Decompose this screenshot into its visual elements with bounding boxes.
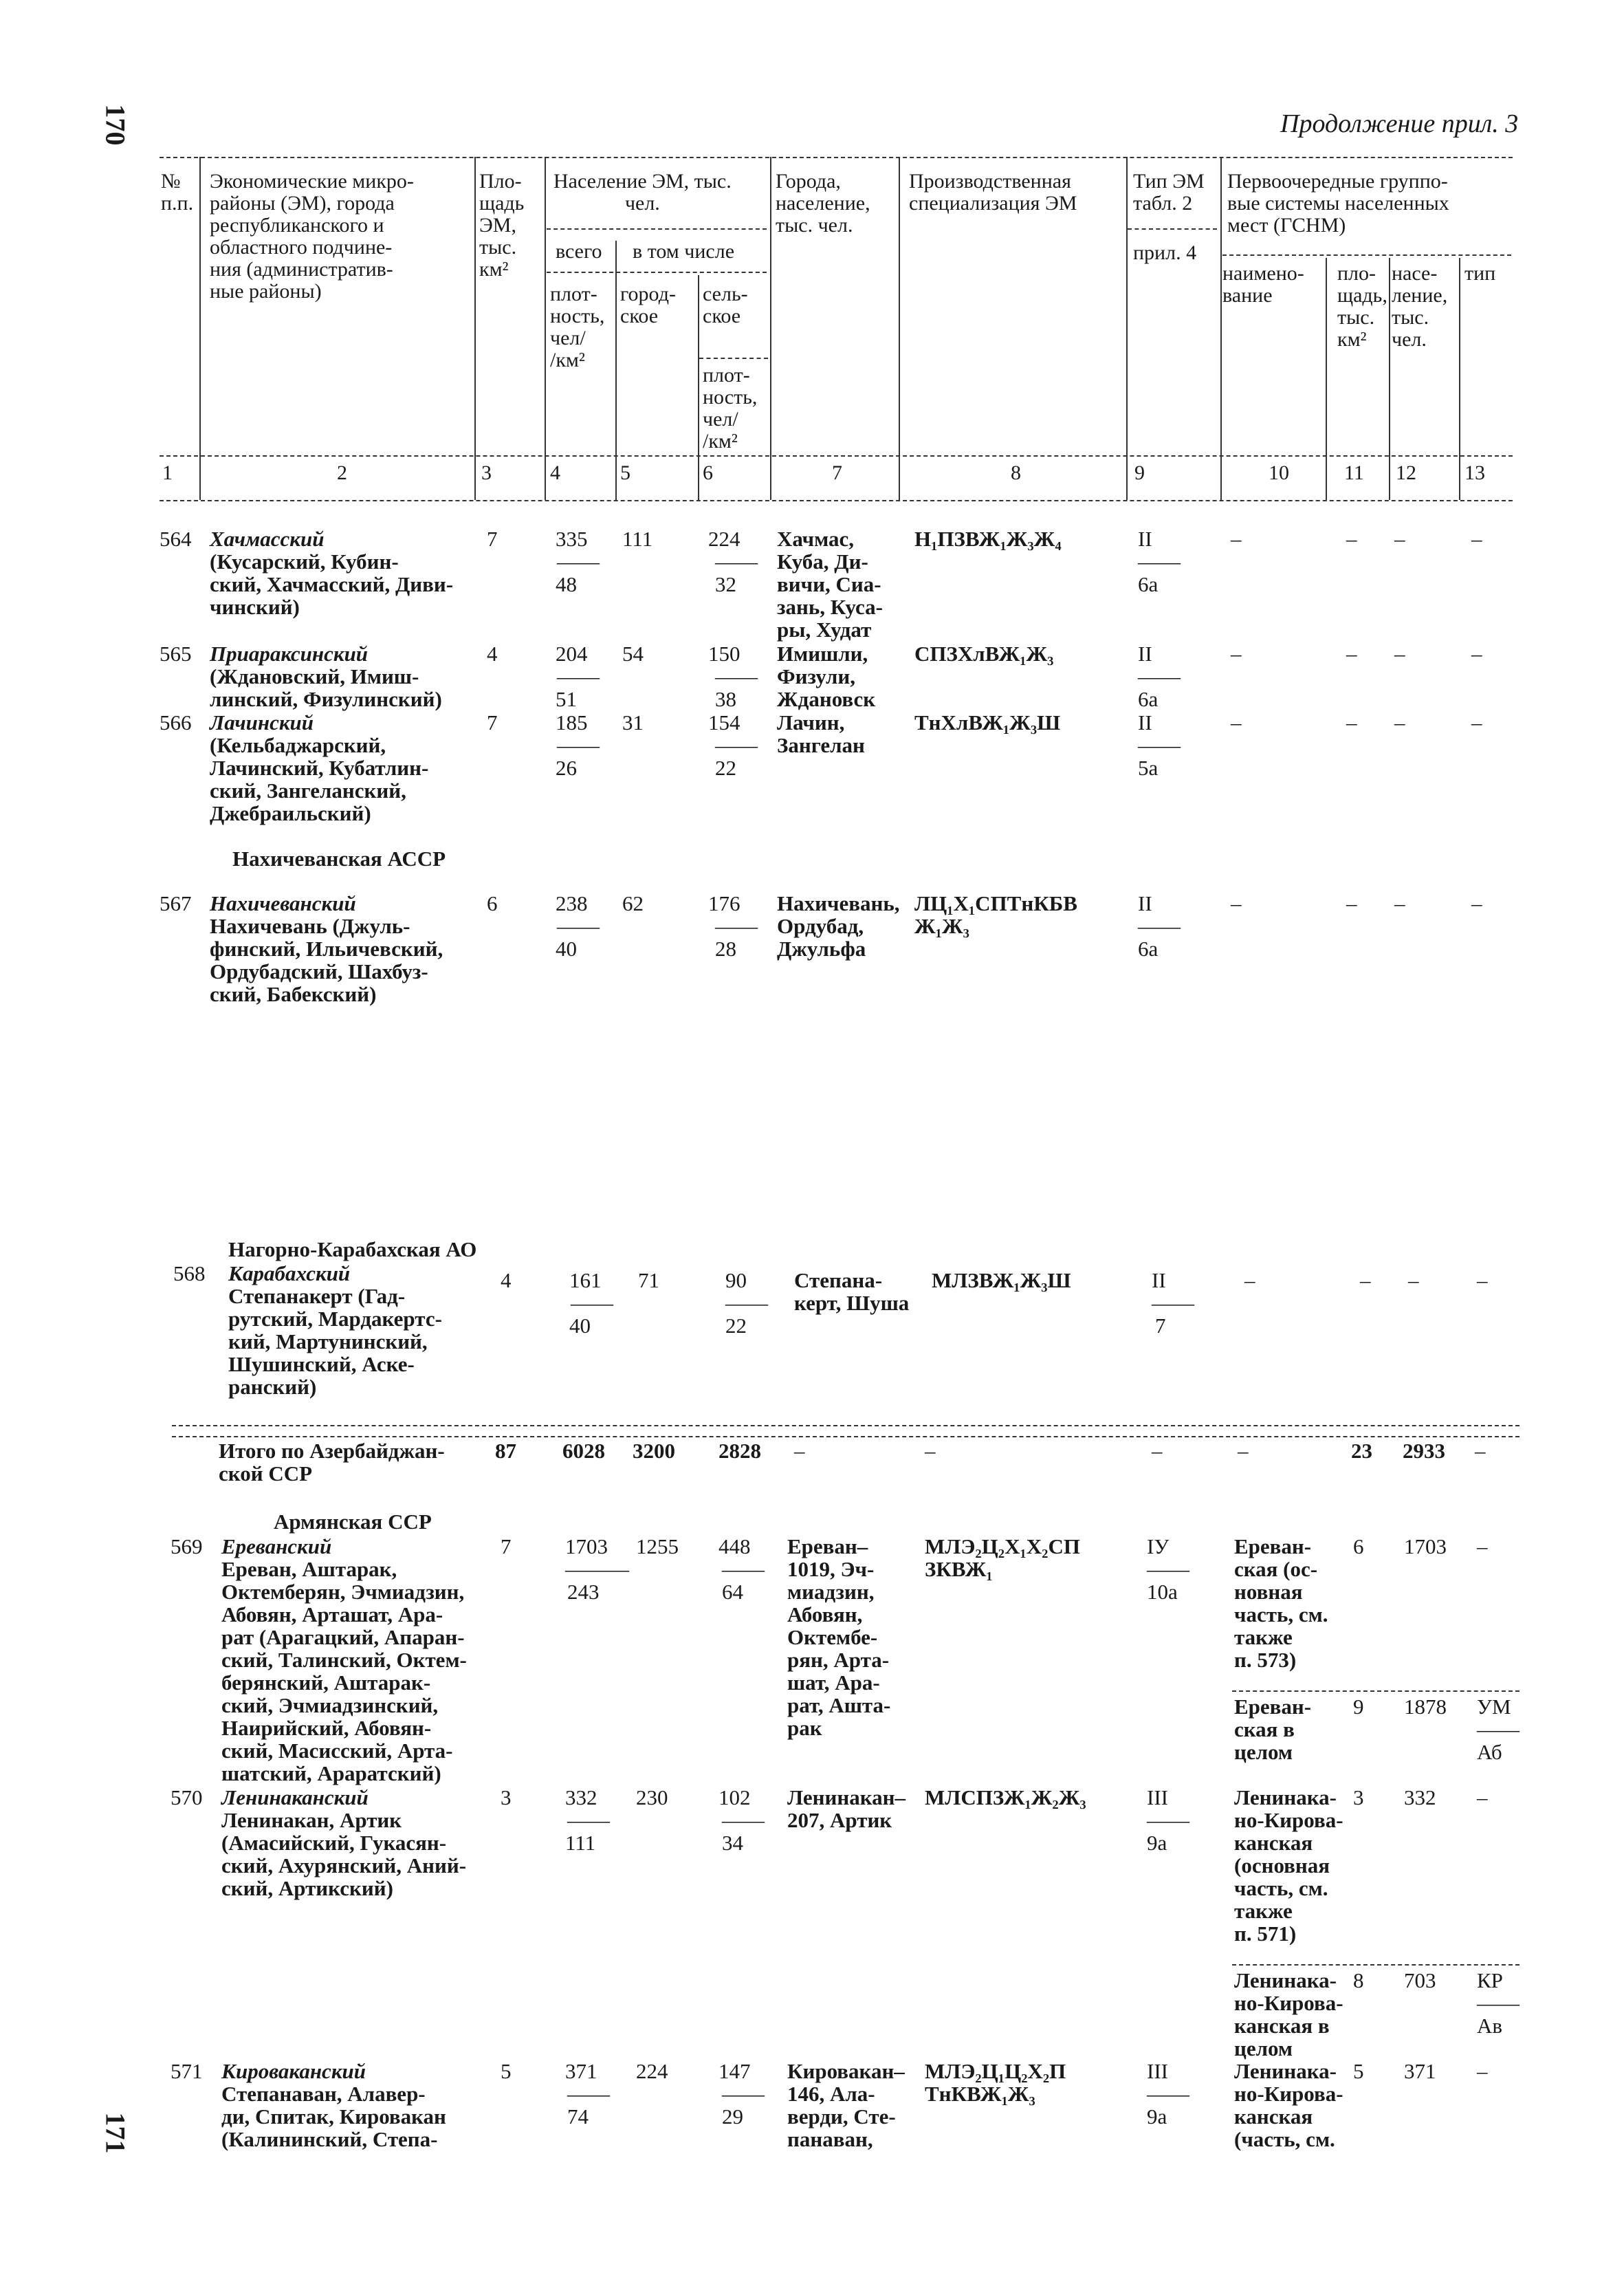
gsnm-type: – bbox=[1471, 891, 1482, 915]
cities: Ереван– 1019, Эч- миадзин, Абовян, Октембе- рян, Арта- шат, Ара- рат, Ашта- рак bbox=[787, 1534, 891, 1740]
dash: —— bbox=[557, 914, 600, 938]
pop-urban: 54 bbox=[622, 642, 644, 666]
specialization: ТнХлВЖ₁Ж₃Ш bbox=[914, 710, 1061, 734]
total-label: Итого по Азербайджан- ской ССР bbox=[219, 1439, 445, 1485]
row-num: 567 bbox=[160, 891, 192, 915]
gsnm-pop: – bbox=[1394, 891, 1405, 915]
gsnm-type: – bbox=[1471, 527, 1482, 551]
row-num: 566 bbox=[160, 710, 192, 734]
region-name: Лачинский bbox=[210, 710, 314, 734]
dash: —— bbox=[1477, 1717, 1519, 1741]
dash: —— bbox=[1138, 733, 1181, 757]
region-districts: Ереван, Аштарак, Октемберян, Эчмиадзин, Абовян, Арташат, Ара- рат (Арагацкий, Апаран- ский, Талинский, Октем- берянский, Аштарак- ский, Эчмиадзинский, Наирийский, Абовян- ский, Масисский, Арта- шатский, Араратский) bbox=[221, 1557, 467, 1785]
pop-urban: 1255 bbox=[636, 1534, 679, 1558]
gsnm-name: – bbox=[1231, 527, 1242, 551]
gsnm-type: – bbox=[1477, 1268, 1488, 1292]
pop-total: 335 bbox=[556, 527, 588, 551]
area: 7 bbox=[487, 710, 498, 734]
cities: Степана- керт, Шуша bbox=[794, 1268, 910, 1315]
gsnm-name: – bbox=[1244, 1268, 1255, 1292]
pop-rural: 176 bbox=[708, 891, 740, 915]
row-num: 570 bbox=[171, 1785, 203, 1809]
pop-rural: 154 bbox=[708, 710, 740, 734]
area: 4 bbox=[487, 642, 498, 666]
section-heading: Нагорно-Карабахская АО bbox=[228, 1237, 477, 1261]
header-gsnm: Первоочередные группо- вые системы населенных мест (ГСНМ) bbox=[1227, 170, 1449, 237]
header-region: Экономические микро- районы (ЭМ), города республиканского и областного подчине- ния (административ- ные районы) bbox=[210, 170, 414, 303]
rural-density: 22 bbox=[715, 756, 736, 780]
gsnm-area-whole: 8 bbox=[1353, 1968, 1364, 1992]
pop-total: 1703 bbox=[565, 1534, 608, 1558]
pop-urban: 71 bbox=[638, 1268, 659, 1292]
dash: —— bbox=[567, 1808, 610, 1832]
area: 3 bbox=[501, 1785, 512, 1809]
specialization: МЛЭ₂Ц₂Х₁Х₂СП ЗКВЖ₁ bbox=[925, 1534, 1080, 1581]
gsnm-pop: – bbox=[1394, 527, 1405, 551]
rural-density: 32 bbox=[715, 572, 736, 596]
specialization: МЛЭ₂Ц₁Ц₂Х₂П ТнКВЖ₁Ж₃ bbox=[925, 2059, 1066, 2106]
dash: —— bbox=[571, 1291, 613, 1315]
header-specialization: Производственная специализация ЭМ bbox=[909, 170, 1077, 215]
cities: Кировакан– 146, Ала- верди, Сте- панаван, bbox=[787, 2059, 905, 2151]
col-num-8: 8 bbox=[1011, 461, 1021, 484]
page-number-bottom: 171 bbox=[100, 2112, 131, 2154]
gsnm-area: 3 bbox=[1353, 1785, 1364, 1809]
region-name: Нахичеванский bbox=[210, 891, 356, 915]
area: 6 bbox=[487, 891, 498, 915]
gsnm-pop-whole: 1878 bbox=[1404, 1695, 1447, 1719]
pop-rural: 147 bbox=[718, 2059, 751, 2083]
em-type-table: 6а bbox=[1138, 937, 1159, 961]
dash: —— bbox=[567, 2082, 610, 2106]
region-districts: (Ждановский, Имиш- линский, Физулинский) bbox=[210, 664, 442, 711]
gsnm-pop: – bbox=[1408, 1268, 1419, 1292]
gsnm-type-whole-b: Аб bbox=[1477, 1740, 1502, 1764]
dash: —— bbox=[722, 1808, 765, 1832]
area: 4 bbox=[501, 1268, 512, 1292]
gsnm-pop: 332 bbox=[1404, 1785, 1436, 1809]
density: 243 bbox=[567, 1580, 600, 1604]
gsnm-type-whole-b: Ав bbox=[1477, 2014, 1503, 2038]
density: 48 bbox=[556, 572, 577, 596]
area: 7 bbox=[501, 1534, 512, 1558]
gsnm-name: – bbox=[1231, 642, 1242, 666]
rural-density: 28 bbox=[715, 937, 736, 961]
gsnm-name: – bbox=[1231, 891, 1242, 915]
pop-rural: 448 bbox=[718, 1534, 751, 1558]
region-districts: (Кельбаджарский, Лачинский, Кубатлин- ский, Зангеланский, Джебраильский) bbox=[210, 733, 429, 825]
region-districts: Степанаван, Алавер- ди, Спитак, Кировакан (Калининский, Степа- bbox=[221, 2082, 446, 2151]
col-num-6: 6 bbox=[703, 461, 713, 484]
header-rural: сель- ское bbox=[703, 283, 748, 327]
pop-urban: 31 bbox=[622, 710, 644, 734]
pop-total: 204 bbox=[556, 642, 588, 666]
row-num: 568 bbox=[173, 1261, 206, 1285]
total-type: – bbox=[1152, 1439, 1163, 1463]
total-cities: – bbox=[794, 1439, 805, 1463]
gsnm-area: 5 bbox=[1353, 2059, 1364, 2083]
total-gsnm-pop: 2933 bbox=[1403, 1439, 1445, 1463]
region-name: Ленинаканский bbox=[221, 1785, 369, 1809]
em-type: II bbox=[1138, 710, 1152, 734]
gsnm-type: – bbox=[1477, 2059, 1488, 2083]
gsnm-name-whole: Ереван- ская в целом bbox=[1234, 1695, 1312, 1764]
region-districts: Степанакерт (Гад- рутский, Мардакертс- кий, Мартунинский, Шушинский, Аске- ранский) bbox=[228, 1284, 442, 1399]
col-num-10: 10 bbox=[1269, 461, 1289, 484]
rural-density: 22 bbox=[725, 1314, 747, 1338]
em-type: III bbox=[1147, 1785, 1168, 1809]
gsnm-type-whole: УМ bbox=[1477, 1695, 1511, 1719]
header-total: всего bbox=[556, 240, 602, 263]
pop-rural: 150 bbox=[708, 642, 740, 666]
region-name: Кироваканский bbox=[221, 2059, 366, 2083]
dash: —— bbox=[725, 1291, 768, 1315]
gsnm-name-whole: Ленинака- но-Кирова- канская в целом bbox=[1234, 1968, 1343, 2060]
pop-rural: 90 bbox=[725, 1268, 747, 1292]
gsnm-name: Ленинака- но-Кирова- канская (часть, см. bbox=[1234, 2059, 1343, 2151]
total-area: 87 bbox=[495, 1439, 516, 1463]
gsnm-area-whole: 9 bbox=[1353, 1695, 1364, 1719]
total-gsnm-type: – bbox=[1475, 1439, 1486, 1463]
pop-total: 161 bbox=[569, 1268, 602, 1292]
col-num-5: 5 bbox=[620, 461, 630, 484]
dash: —— bbox=[1138, 664, 1181, 688]
dash: —— bbox=[1477, 1991, 1519, 2015]
em-type-table: 10а bbox=[1147, 1580, 1178, 1604]
dash: —— bbox=[722, 1557, 765, 1581]
cities: Нахичевань, Ордубад, Джульфа bbox=[777, 891, 900, 961]
specialization: Н₁ПЗВЖ₁Ж₃Ж₄ bbox=[914, 527, 1062, 551]
dash: —— bbox=[557, 733, 600, 757]
header-population: Население ЭМ, тыс. чел. bbox=[553, 170, 732, 215]
total-rural: 2828 bbox=[718, 1439, 761, 1463]
specialization: СПЗХлВЖ₁Ж₃ bbox=[914, 642, 1054, 666]
region-name: Приараксинский bbox=[210, 642, 369, 666]
density: 111 bbox=[565, 1831, 596, 1855]
section-heading: Армянская ССР bbox=[274, 1510, 432, 1534]
em-type-table: 9а bbox=[1147, 2104, 1167, 2129]
pop-urban: 111 bbox=[622, 527, 653, 551]
header-density-rural: плот- ность, чел/ /км² bbox=[703, 364, 758, 453]
em-type: II bbox=[1138, 527, 1152, 551]
gsnm-area: – bbox=[1346, 527, 1357, 551]
area: 7 bbox=[487, 527, 498, 551]
em-type: II bbox=[1152, 1268, 1166, 1292]
rural-density: 38 bbox=[715, 687, 736, 711]
em-type-table: 9а bbox=[1147, 1831, 1167, 1855]
rural-density: 29 bbox=[722, 2104, 743, 2129]
gsnm-area: – bbox=[1346, 642, 1357, 666]
specialization: МЛСПЗЖ₁Ж₂Ж₃ bbox=[925, 1785, 1086, 1809]
dash: —— bbox=[1147, 1808, 1189, 1832]
header-cities: Города, население, тыс. чел. bbox=[776, 170, 870, 237]
dash: —— bbox=[722, 2082, 765, 2106]
gsnm-name: Ереван- ская (ос- новная часть, см. также п. 573) bbox=[1234, 1534, 1328, 1672]
cities: Хачмас, Куба, Ди- вичи, Сиа- зань, Куса- ры, Худат bbox=[777, 527, 883, 642]
dash: —— bbox=[715, 549, 758, 574]
gsnm-name: Ленинака- но-Кирова- канская (основная часть, см. также п. 571) bbox=[1234, 1785, 1343, 1946]
total-pop: 6028 bbox=[562, 1439, 605, 1463]
gsnm-type-whole: КР bbox=[1477, 1968, 1503, 1992]
pop-total: 332 bbox=[565, 1785, 597, 1809]
row-num: 565 bbox=[160, 642, 192, 666]
total-spec: – bbox=[925, 1439, 936, 1463]
header-gsnm-name: наимено- вание bbox=[1222, 262, 1304, 307]
em-type: IУ bbox=[1147, 1534, 1170, 1558]
dash: —— bbox=[1147, 2082, 1189, 2106]
header-type: Тип ЭМ табл. 2 bbox=[1133, 170, 1205, 215]
dash: —— bbox=[715, 664, 758, 688]
page-number-top: 170 bbox=[100, 104, 131, 146]
dash: —— bbox=[715, 733, 758, 757]
em-type: III bbox=[1147, 2059, 1168, 2083]
pop-total: 238 bbox=[556, 891, 588, 915]
density: 26 bbox=[556, 756, 577, 780]
col-num-13: 13 bbox=[1464, 461, 1485, 484]
cities: Лачин, Зангелан bbox=[777, 710, 865, 757]
em-type: II bbox=[1138, 891, 1152, 915]
pop-urban: 62 bbox=[622, 891, 644, 915]
header-num: № п.п. bbox=[161, 170, 194, 215]
dash: —— bbox=[1138, 914, 1181, 938]
region-districts: Ленинакан, Артик (Амасийский, Гукасян- ский, Ахурянский, Аний- ский, Артикский) bbox=[221, 1808, 467, 1900]
region-name: Ереванский bbox=[221, 1534, 332, 1558]
em-type-table: 7 bbox=[1155, 1314, 1166, 1338]
specialization: МЛЗВЖ₁Ж₃Ш bbox=[932, 1268, 1071, 1292]
header-gsnm-type: тип bbox=[1464, 262, 1496, 285]
pop-urban: 230 bbox=[636, 1785, 668, 1809]
cities: Имишли, Физули, Ждановск bbox=[777, 642, 876, 711]
em-type: II bbox=[1138, 642, 1152, 666]
total-urban: 3200 bbox=[633, 1439, 675, 1463]
col-num-4: 4 bbox=[550, 461, 560, 484]
gsnm-pop: 371 bbox=[1404, 2059, 1436, 2083]
dash: —— bbox=[557, 664, 600, 688]
gsnm-pop: – bbox=[1394, 642, 1405, 666]
col-num-11: 11 bbox=[1344, 461, 1364, 484]
dash: —— bbox=[557, 549, 600, 574]
region-name: Хачмасский bbox=[210, 527, 325, 551]
col-num-9: 9 bbox=[1134, 461, 1145, 484]
specialization: ЛЦ₁Х₁СПТнКБВ Ж₁Ж₃ bbox=[914, 891, 1077, 938]
density: 40 bbox=[569, 1314, 591, 1338]
density: 51 bbox=[556, 687, 577, 711]
header-density-total: плот- ность, чел/ /км² bbox=[550, 283, 605, 371]
density: 74 bbox=[567, 2104, 589, 2129]
gsnm-name: – bbox=[1231, 710, 1242, 734]
em-type-table: 6а bbox=[1138, 687, 1159, 711]
dash: ——— bbox=[565, 1557, 629, 1581]
col-num-2: 2 bbox=[337, 461, 347, 484]
gsnm-pop: – bbox=[1394, 710, 1405, 734]
pop-rural: 224 bbox=[708, 527, 740, 551]
gsnm-type: – bbox=[1477, 1785, 1488, 1809]
em-type-table: 6а bbox=[1138, 572, 1159, 596]
region-districts: (Кусарский, Кубин- ский, Хачмасский, Диви- чинский) bbox=[210, 549, 454, 619]
pop-total: 371 bbox=[565, 2059, 597, 2083]
pop-rural: 102 bbox=[718, 1785, 751, 1809]
gsnm-pop-whole: 703 bbox=[1404, 1968, 1436, 1992]
pop-total: 185 bbox=[556, 710, 588, 734]
gsnm-area: – bbox=[1360, 1268, 1371, 1292]
total-gsnm-area: 23 bbox=[1351, 1439, 1372, 1463]
header-incl: в том числе bbox=[633, 240, 735, 263]
header-urban: город- ское bbox=[620, 283, 676, 327]
col-num-12: 12 bbox=[1396, 461, 1416, 484]
gsnm-pop: 1703 bbox=[1404, 1534, 1447, 1558]
header-gsnm-pop: насе- ление, тыс. чел. bbox=[1392, 262, 1448, 351]
dash: —— bbox=[1147, 1557, 1189, 1581]
dash: —— bbox=[1152, 1291, 1194, 1315]
header-area: Пло- щадь ЭМ, тыс. км² bbox=[479, 170, 525, 281]
col-num-1: 1 bbox=[162, 461, 173, 484]
col-num-7: 7 bbox=[832, 461, 842, 484]
col-num-3: 3 bbox=[481, 461, 492, 484]
em-type-table: 5а bbox=[1138, 756, 1159, 780]
header-gsnm-area: пло- щадь, тыс. км² bbox=[1337, 262, 1387, 351]
row-num: 571 bbox=[171, 2059, 203, 2083]
row-num: 569 bbox=[171, 1534, 203, 1558]
cities: Ленинакан– 207, Артик bbox=[787, 1785, 906, 1832]
rural-density: 64 bbox=[722, 1580, 743, 1604]
gsnm-type: – bbox=[1477, 1534, 1488, 1558]
region-districts: Нахичевань (Джуль- финский, Ильичевский, Ордубадский, Шахбуз- ский, Бабекский) bbox=[210, 914, 443, 1006]
density: 40 bbox=[556, 937, 577, 961]
header-type-app: прил. 4 bbox=[1133, 241, 1197, 264]
dash: —— bbox=[715, 914, 758, 938]
dash: —— bbox=[1138, 549, 1181, 574]
region-name: Карабахский bbox=[228, 1261, 351, 1285]
gsnm-type: – bbox=[1471, 642, 1482, 666]
gsnm-type: – bbox=[1471, 710, 1482, 734]
gsnm-area: – bbox=[1346, 891, 1357, 915]
total-gsnm-name: – bbox=[1238, 1439, 1249, 1463]
pop-urban: 224 bbox=[636, 2059, 668, 2083]
area: 5 bbox=[501, 2059, 512, 2083]
rural-density: 34 bbox=[722, 1831, 743, 1855]
row-num: 564 bbox=[160, 527, 192, 551]
section-heading: Нахичеванская АССР bbox=[232, 847, 446, 871]
continuation-title: Продолжение прил. 3 bbox=[1280, 109, 1519, 138]
gsnm-area: – bbox=[1346, 710, 1357, 734]
gsnm-area: 6 bbox=[1353, 1534, 1364, 1558]
